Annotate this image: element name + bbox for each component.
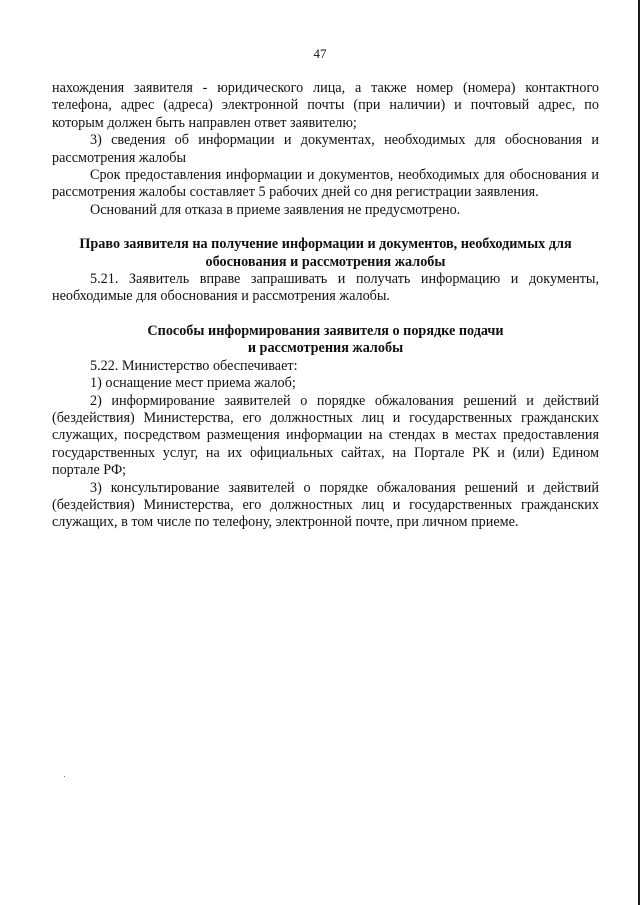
section-gap — [52, 306, 599, 323]
paragraph-5-22-item-2: 2) информирование заявителей о порядке обжалования решений и действий (бездействия) Министерства, его должностных лиц и государственных гражданских служащих, посредством размещения информации на стендах в местах предоставления государственных услуг, на их официальных сайтах, на Портале РК и (или) Едином портале РФ; — [52, 392, 599, 479]
heading-right-to-information — [52, 236, 599, 271]
page-content — [52, 80, 599, 532]
paragraph-deadline: Срок предоставления информации и документов, необходимых для обоснования и рассмотрения жалобы составляет 5 рабочих дней со дня регистрации заявления. — [52, 167, 599, 201]
scan-speck — [64, 776, 65, 777]
heading-inform-line2: и рассмотрения жалобы — [247, 340, 404, 357]
heading-informing-methods — [52, 323, 599, 358]
paragraph-applicant-contact: нахождения заявителя - юридического лица, а также номер (номера) контактного телефона, адрес (адреса) электронной почты (при наличии) и почтовый адрес, по которым должен быть направлен ответ заявителю; — [52, 80, 599, 131]
paragraph-5-22-item-3: 3) консультирование заявителей о порядке обжалования решений и действий (бездействия) Министерства, его должностных лиц и государственных гражданских служащих, в том числе по телефону, электронной почте, при личном приеме. — [52, 479, 599, 531]
heading-right-line2: обоснования и рассмотрения жалобы — [205, 253, 446, 270]
paragraph-no-refusal: Оснований для отказа в приеме заявления не предусмотрено. — [90, 201, 461, 218]
heading-right-line1: Право заявителя на получение информации и документов, необходимых для — [79, 236, 572, 253]
page-number: 47 — [313, 46, 327, 61]
heading-inform-line1: Способы информирования заявителя о порядке подачи — [147, 322, 504, 339]
paragraph-5-21: 5.21. Заявитель вправе запрашивать и получать информацию и документы, необходимые для обоснования и рассмотрения жалобы. — [52, 271, 599, 305]
section-gap — [52, 219, 599, 236]
paragraph-5-22-item-1: 1) оснащение мест приема жалоб; — [90, 375, 296, 392]
paragraph-item-3: 3) сведения об информации и документах, необходимых для обоснования и рассмотрения жалобы — [52, 132, 599, 166]
paragraph-5-22: 5.22. Министерство обеспечивает: — [90, 357, 298, 374]
